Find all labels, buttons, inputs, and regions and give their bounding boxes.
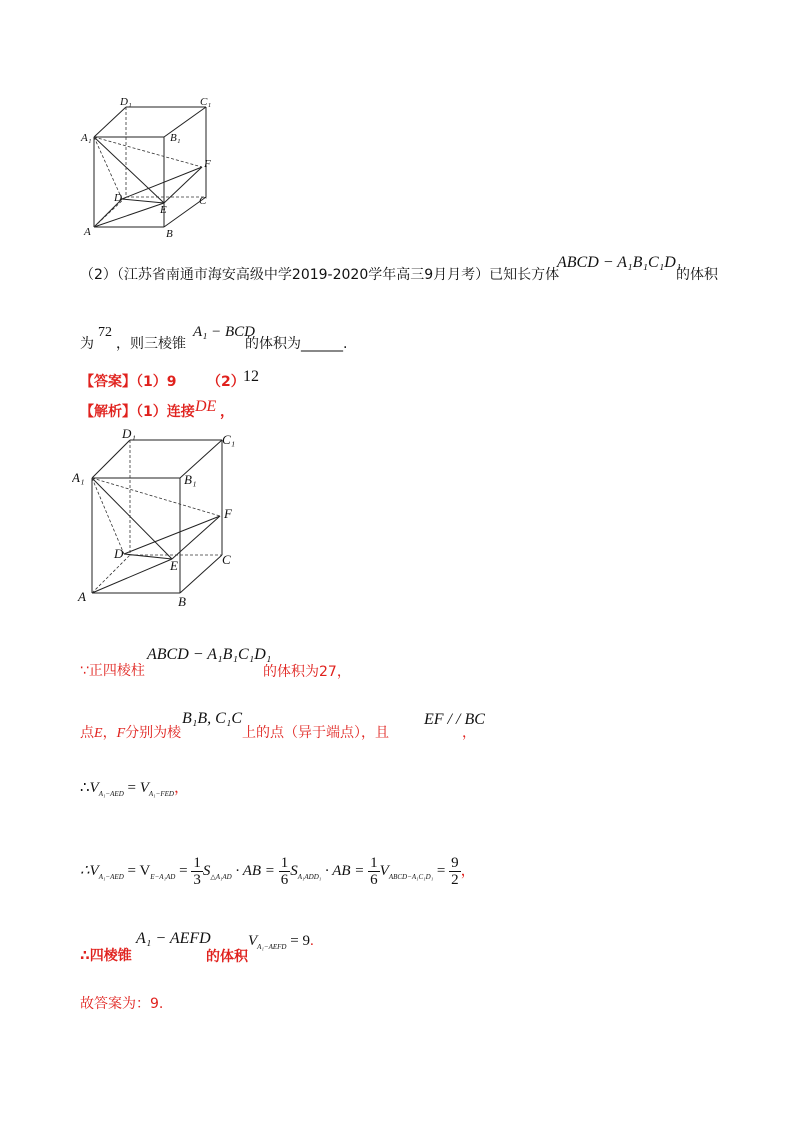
line5-eq: = 9 — [286, 933, 310, 949]
line4-d: S — [202, 863, 211, 879]
line4-sub4: A₁ADD₁ — [297, 873, 322, 881]
label-A-fig2: A — [78, 589, 86, 604]
problem-source: （江苏省南通市海安高级中学2019-2020学年高三9月月考） — [116, 267, 490, 283]
label-B-fig2: B — [178, 594, 186, 609]
line4-b: = V — [123, 863, 151, 879]
line4-sub1: A₁−AED — [98, 873, 124, 881]
label-A1: A₁ — [81, 132, 92, 144]
line4-end: ， — [460, 863, 476, 879]
frac4-num: 9 — [451, 855, 459, 872]
label-A: A — [84, 226, 91, 238]
label-F-fig2: F — [224, 506, 232, 521]
volume-value: 72 — [98, 325, 112, 340]
problem-2-line-1 — [80, 264, 559, 284]
answer-part-2-label: （2） — [207, 374, 245, 390]
label-C: C — [199, 195, 207, 207]
line4-i: = — [433, 863, 450, 879]
solution-line-4 — [80, 854, 476, 894]
analysis-label: 【解析】 — [80, 404, 136, 420]
line4-sub5: ABCD−A₁C₁D₁ — [388, 873, 434, 881]
problem-text-e: 的体积为______. — [245, 336, 348, 352]
analysis-line — [80, 401, 195, 421]
frac3-num: 1 — [370, 855, 378, 872]
solution-line-1-pre: ∵正四棱柱 — [80, 663, 145, 679]
problem-text-b: 的体积 — [676, 267, 718, 283]
frac1-den: 3 — [193, 872, 201, 889]
answer-part-2-value: 12 — [243, 368, 259, 385]
line4-g: · AB = — [321, 863, 369, 879]
solution-line-5-mid: 的体积 — [206, 949, 248, 965]
line2-mid: 分别为棱 — [125, 725, 182, 741]
line2-pre: 点 — [80, 725, 94, 741]
frac2-den: 6 — [280, 872, 289, 889]
solution-line-5-pre: ∴四棱锥 — [80, 948, 132, 964]
label-B1-fig2: B₁ — [184, 472, 197, 487]
label-D-fig2: D — [114, 546, 124, 561]
solution-line-3: $\therefore V_{A_1-AED} = V_{A_1-FED}$， — [80, 780, 189, 798]
answer-part-1: （1）9 — [136, 374, 177, 390]
fraction-1-6-a — [279, 855, 291, 888]
problem-2-line-2 — [80, 333, 94, 353]
line2-comma: ， — [102, 725, 117, 741]
solution-line-5-volume — [248, 933, 314, 951]
line4-f: S — [290, 863, 298, 879]
problem-text-d: ，则三棱锥 — [116, 336, 186, 352]
fraction-1-6-b — [368, 855, 380, 888]
analysis-intro-end: ， — [220, 404, 234, 420]
label-D: D — [114, 192, 122, 204]
problem-text-a: 已知长方体 — [489, 267, 560, 283]
solution-line-2-mid2: 上的点（异于端点），且 — [242, 725, 389, 741]
analysis-expr: DE — [195, 398, 217, 415]
answer-line — [80, 371, 176, 391]
fraction-1-3 — [191, 855, 203, 888]
frac4-den: 2 — [451, 872, 459, 889]
label-A1-fig2: A₁ — [72, 470, 85, 485]
line5-sub: A₁−AEFD — [257, 943, 287, 951]
label-B1: B₁ — [170, 132, 181, 144]
line4-sub3: △A₁AD — [210, 873, 232, 881]
solution-line-2-a — [80, 722, 181, 742]
label-D1-fig2: D₁ — [122, 428, 136, 441]
pyramid-expression: A₁ − BCD — [193, 324, 255, 340]
label-F: F — [204, 158, 211, 170]
label-E-fig2: E — [170, 558, 178, 573]
frac2-num: 1 — [280, 855, 289, 872]
label-D1: D₁ — [120, 96, 132, 108]
line4-c: = — [175, 863, 192, 879]
problem-number: （2） — [80, 267, 117, 283]
line2-E: E — [94, 726, 103, 741]
solution-line-1-expr: ABCD − A₁B₁C₁D₁ — [147, 646, 272, 663]
frac3-den: 6 — [370, 872, 378, 889]
label-E: E — [160, 204, 167, 216]
label-C-fig2: C — [222, 552, 231, 567]
fraction-9-2 — [449, 855, 461, 888]
line4-h: V — [379, 863, 389, 879]
label-C1-fig2: C₁ — [222, 432, 236, 447]
label-B: B — [166, 228, 173, 240]
final-answer: 故答案为：9. — [80, 996, 164, 1012]
problem-text-c: 为 — [80, 336, 94, 352]
line4-a: ∴V — [80, 863, 99, 879]
line4-e: · AB = — [231, 863, 279, 879]
line2-F: F — [116, 726, 126, 741]
cube-figure-1 — [80, 95, 230, 240]
answer-label: 【答案】 — [80, 374, 136, 390]
frac1-num: 1 — [193, 855, 201, 872]
solution-line-1-post: 的体积为27， — [263, 664, 351, 680]
cube-figure-2 — [72, 428, 247, 613]
prism-expression: ABCD − A₁B₁C₁D₁ — [557, 254, 682, 271]
label-C1: C₁ — [200, 96, 212, 108]
line5-V: V — [248, 933, 258, 949]
solution-line-2-edges: B₁B, C₁C — [182, 710, 243, 727]
solution-line-5-expr: A₁ − AEFD — [136, 930, 211, 947]
solution-line-2-end: ， — [462, 725, 476, 741]
line4-sub2: E−A₁AD — [150, 873, 176, 881]
solution-line-2-parallel: EF / / BC — [424, 711, 485, 728]
analysis-intro: （1）连接 — [136, 404, 195, 420]
line5-end: . — [309, 933, 314, 949]
